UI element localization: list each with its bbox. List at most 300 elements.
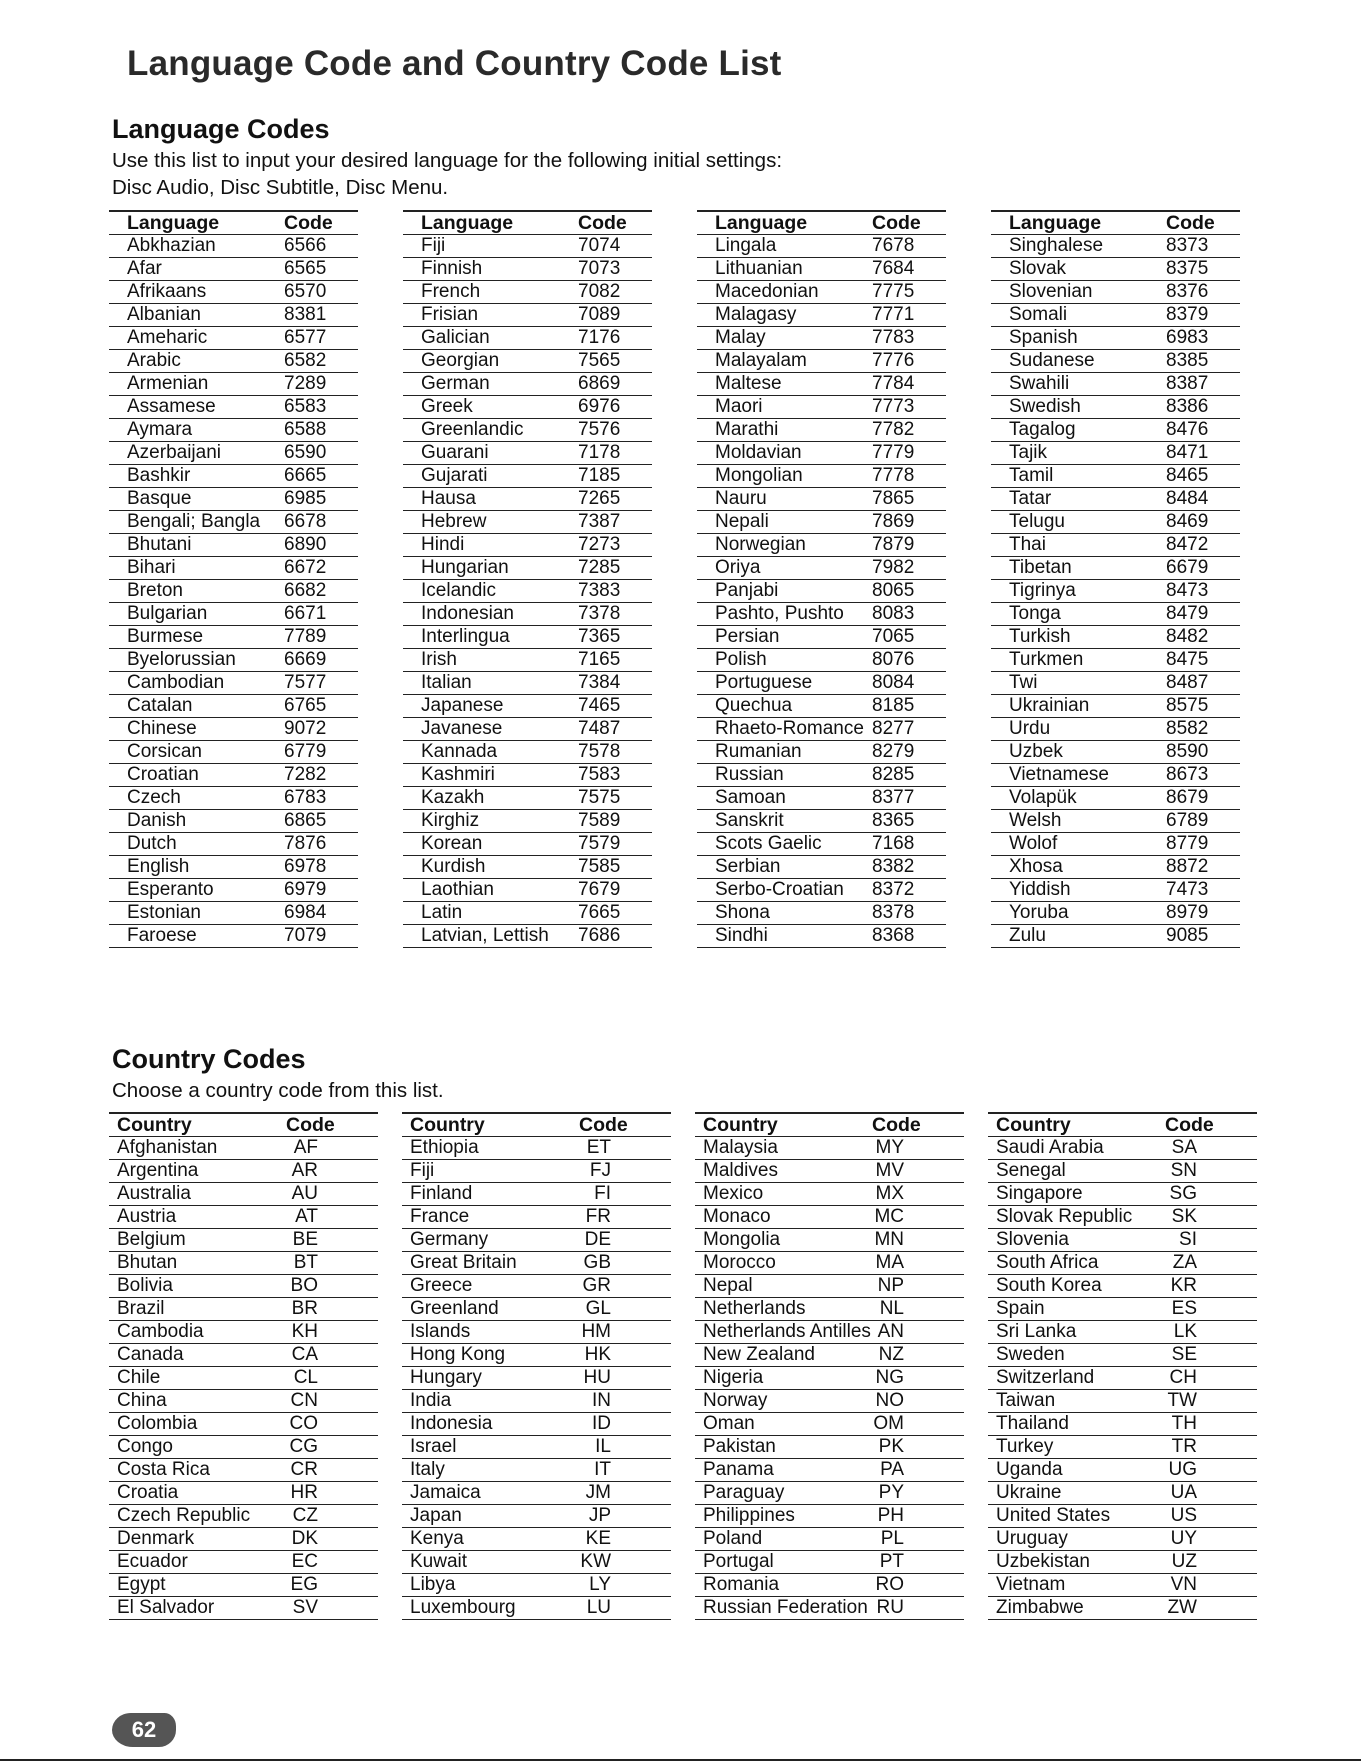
column-gap: [946, 626, 991, 649]
country-row: [109, 1275, 1348, 1298]
country-code: ZA: [1165, 1252, 1257, 1275]
language-code: 8376: [1158, 281, 1240, 304]
column-gap: [964, 1229, 988, 1252]
country-name: Afghanistan: [109, 1137, 286, 1160]
language-code: 7775: [864, 281, 946, 304]
column-gap: [652, 557, 697, 580]
column-gap: [378, 1459, 402, 1482]
column-gap: [652, 373, 697, 396]
language-header-code: Code: [864, 211, 946, 235]
language-name: Abkhazian: [109, 235, 276, 258]
column-gap: [358, 327, 403, 350]
language-code: 7165: [570, 649, 652, 672]
column-gap: [946, 327, 991, 350]
column-gap: [671, 1390, 695, 1413]
language-name: Icelandic: [403, 580, 570, 603]
column-gap: [652, 649, 697, 672]
language-code: 8381: [276, 304, 358, 327]
language-name: Latvian, Lettish: [403, 925, 570, 948]
language-code: 8484: [1158, 488, 1240, 511]
language-code: 7784: [864, 373, 946, 396]
country-row: [109, 1436, 1348, 1459]
language-name: Byelorussian: [109, 649, 276, 672]
language-code: 7065: [864, 626, 946, 649]
language-row: [109, 810, 1352, 833]
country-header-name: Country: [988, 1113, 1165, 1137]
language-name: Norwegian: [697, 534, 864, 557]
country-code: NL: [872, 1298, 964, 1321]
country-code: KR: [1165, 1275, 1257, 1298]
country-name: Zimbabwe: [988, 1597, 1165, 1620]
column-gap: [652, 511, 697, 534]
country-name: Jamaica: [402, 1482, 579, 1505]
language-code: 6577: [276, 327, 358, 350]
language-name: Yoruba: [991, 902, 1158, 925]
column-gap: [671, 1229, 695, 1252]
language-name: Xhosa: [991, 856, 1158, 879]
column-gap: [652, 419, 697, 442]
country-code: AN: [872, 1321, 964, 1344]
language-name: Italian: [403, 672, 570, 695]
language-code: 6869: [570, 373, 652, 396]
language-code: 8872: [1158, 856, 1240, 879]
language-name: Latin: [403, 902, 570, 925]
language-name: Korean: [403, 833, 570, 856]
country-code: NO: [872, 1390, 964, 1413]
language-name: Dutch: [109, 833, 276, 856]
country-name: Singapore: [988, 1183, 1165, 1206]
country-code: UA: [1165, 1482, 1257, 1505]
language-header-name: Language: [991, 211, 1158, 235]
language-row: [109, 856, 1352, 879]
language-name: Volapük: [991, 787, 1158, 810]
column-gap: [358, 211, 403, 235]
country-code: SK: [1165, 1206, 1257, 1229]
language-name: Malay: [697, 327, 864, 350]
country-name: Kenya: [402, 1528, 579, 1551]
language-name: Croatian: [109, 764, 276, 787]
language-name: Turkmen: [991, 649, 1158, 672]
column-gap: [964, 1206, 988, 1229]
language-code: 7577: [276, 672, 358, 695]
language-code: 7273: [570, 534, 652, 557]
language-row: [109, 419, 1352, 442]
language-code: 6588: [276, 419, 358, 442]
language-code: 8487: [1158, 672, 1240, 695]
column-gap: [358, 557, 403, 580]
language-name: Greenlandic: [403, 419, 570, 442]
country-code: OM: [872, 1413, 964, 1436]
language-name: English: [109, 856, 276, 879]
country-name: Brazil: [109, 1298, 286, 1321]
column-gap: [358, 488, 403, 511]
country-code: PA: [872, 1459, 964, 1482]
column-gap: [964, 1574, 988, 1597]
language-name: Gujarati: [403, 465, 570, 488]
column-gap: [946, 488, 991, 511]
language-code: 7579: [570, 833, 652, 856]
column-gap: [671, 1252, 695, 1275]
language-name: Slovak: [991, 258, 1158, 281]
language-name: Moldavian: [697, 442, 864, 465]
language-code: 8385: [1158, 350, 1240, 373]
country-code: CZ: [286, 1505, 378, 1528]
language-name: Swahili: [991, 373, 1158, 396]
column-gap: [946, 465, 991, 488]
language-name: Corsican: [109, 741, 276, 764]
language-code: 6984: [276, 902, 358, 925]
country-code: KH: [286, 1321, 378, 1344]
country-code: ZW: [1165, 1597, 1257, 1620]
country-name: South Africa: [988, 1252, 1165, 1275]
country-name: Norway: [695, 1390, 872, 1413]
column-gap: [671, 1344, 695, 1367]
language-name: Chinese: [109, 718, 276, 741]
column-gap: [946, 580, 991, 603]
language-name: Yiddish: [991, 879, 1158, 902]
country-code: JM: [579, 1482, 671, 1505]
country-code: PT: [872, 1551, 964, 1574]
country-name: Paraguay: [695, 1482, 872, 1505]
column-gap: [946, 304, 991, 327]
language-name: Rhaeto-Romance: [697, 718, 864, 741]
country-name: Ukraine: [988, 1482, 1165, 1505]
column-gap: [652, 304, 697, 327]
language-row: [109, 557, 1352, 580]
language-row: [109, 649, 1352, 672]
column-gap: [358, 235, 403, 258]
language-code: 7289: [276, 373, 358, 396]
column-gap: [671, 1551, 695, 1574]
country-name: Italy: [402, 1459, 579, 1482]
language-code: 8679: [1158, 787, 1240, 810]
language-name: Interlingua: [403, 626, 570, 649]
language-code: 6783: [276, 787, 358, 810]
column-gap: [378, 1344, 402, 1367]
country-code: CL: [286, 1367, 378, 1390]
language-code: 7487: [570, 718, 652, 741]
language-code: 7073: [570, 258, 652, 281]
language-name: Lingala: [697, 235, 864, 258]
country-code: IL: [579, 1436, 671, 1459]
country-name: Monaco: [695, 1206, 872, 1229]
language-code: 8065: [864, 580, 946, 603]
column-gap: [671, 1113, 695, 1137]
language-row: [109, 258, 1352, 281]
country-name: Switzerland: [988, 1367, 1165, 1390]
country-name: Morocco: [695, 1252, 872, 1275]
country-row: [109, 1597, 1348, 1620]
column-gap: [652, 465, 697, 488]
country-name: United States: [988, 1505, 1165, 1528]
country-code: HM: [579, 1321, 671, 1344]
column-gap: [946, 833, 991, 856]
country-name: Bhutan: [109, 1252, 286, 1275]
column-gap: [378, 1597, 402, 1620]
language-name: Kurdish: [403, 856, 570, 879]
column-gap: [358, 833, 403, 856]
language-name: Arabic: [109, 350, 276, 373]
language-name: Assamese: [109, 396, 276, 419]
country-row: [109, 1321, 1348, 1344]
column-gap: [378, 1275, 402, 1298]
column-gap: [358, 396, 403, 419]
country-name: Ethiopia: [402, 1137, 579, 1160]
language-code: 8379: [1158, 304, 1240, 327]
column-gap: [378, 1113, 402, 1137]
language-name: Nepali: [697, 511, 864, 534]
language-name: Armenian: [109, 373, 276, 396]
column-gap: [964, 1252, 988, 1275]
language-code: 7282: [276, 764, 358, 787]
language-name: Hungarian: [403, 557, 570, 580]
language-code: 7779: [864, 442, 946, 465]
country-name: Nepal: [695, 1275, 872, 1298]
country-name: Libya: [402, 1574, 579, 1597]
language-row: [109, 373, 1352, 396]
language-code: 8076: [864, 649, 946, 672]
language-name: Tibetan: [991, 557, 1158, 580]
country-name: Poland: [695, 1528, 872, 1551]
column-gap: [671, 1206, 695, 1229]
country-code: TH: [1165, 1413, 1257, 1436]
language-code: 6590: [276, 442, 358, 465]
column-gap: [652, 235, 697, 258]
language-name: Singhalese: [991, 235, 1158, 258]
column-gap: [358, 534, 403, 557]
language-name: Ukrainian: [991, 695, 1158, 718]
language-code: 7565: [570, 350, 652, 373]
language-name: Panjabi: [697, 580, 864, 603]
country-name: Turkey: [988, 1436, 1165, 1459]
country-code: LU: [579, 1597, 671, 1620]
language-row: [109, 925, 1352, 948]
language-name: Macedonian: [697, 281, 864, 304]
column-gap: [358, 695, 403, 718]
column-gap: [946, 856, 991, 879]
language-code: 8279: [864, 741, 946, 764]
language-name: Serbian: [697, 856, 864, 879]
country-header-code: Code: [286, 1113, 378, 1137]
language-code: 7185: [570, 465, 652, 488]
language-row: [109, 672, 1352, 695]
country-name: Hong Kong: [402, 1344, 579, 1367]
country-code: PH: [872, 1505, 964, 1528]
column-gap: [652, 695, 697, 718]
language-name: Basque: [109, 488, 276, 511]
country-name: Mongolia: [695, 1229, 872, 1252]
country-name: Australia: [109, 1183, 286, 1206]
language-row: [109, 741, 1352, 764]
column-gap: [964, 1160, 988, 1183]
country-name: Malaysia: [695, 1137, 872, 1160]
column-gap: [378, 1183, 402, 1206]
language-name: Breton: [109, 580, 276, 603]
country-name: Kuwait: [402, 1551, 579, 1574]
language-code: 7778: [864, 465, 946, 488]
country-row: [109, 1344, 1348, 1367]
language-name: Scots Gaelic: [697, 833, 864, 856]
country-name: Hungary: [402, 1367, 579, 1390]
language-code: 7079: [276, 925, 358, 948]
column-gap: [946, 741, 991, 764]
column-gap: [946, 258, 991, 281]
column-gap: [964, 1597, 988, 1620]
country-name: Austria: [109, 1206, 286, 1229]
language-code: 8373: [1158, 235, 1240, 258]
column-gap: [652, 488, 697, 511]
column-gap: [652, 833, 697, 856]
language-code: 6978: [276, 856, 358, 879]
column-gap: [671, 1574, 695, 1597]
country-name: Costa Rica: [109, 1459, 286, 1482]
language-name: Sanskrit: [697, 810, 864, 833]
language-code: 8387: [1158, 373, 1240, 396]
column-gap: [964, 1436, 988, 1459]
language-name: Rumanian: [697, 741, 864, 764]
country-code: TW: [1165, 1390, 1257, 1413]
language-code: 7578: [570, 741, 652, 764]
language-code: 8372: [864, 879, 946, 902]
language-row: [109, 833, 1352, 856]
country-name: Russian Federation: [695, 1597, 872, 1620]
language-name: Hindi: [403, 534, 570, 557]
country-code: BT: [286, 1252, 378, 1275]
country-header-name: Country: [402, 1113, 579, 1137]
language-row: [109, 304, 1352, 327]
language-code: 7074: [570, 235, 652, 258]
country-name: Egypt: [109, 1574, 286, 1597]
column-gap: [652, 741, 697, 764]
column-gap: [652, 810, 697, 833]
country-row: [109, 1183, 1348, 1206]
language-code: 6582: [276, 350, 358, 373]
column-gap: [964, 1505, 988, 1528]
language-row: [109, 879, 1352, 902]
column-gap: [652, 787, 697, 810]
language-name: Indonesian: [403, 603, 570, 626]
country-name: Philippines: [695, 1505, 872, 1528]
country-name: Czech Republic: [109, 1505, 286, 1528]
column-gap: [964, 1137, 988, 1160]
language-code: 8479: [1158, 603, 1240, 626]
country-name: Cambodia: [109, 1321, 286, 1344]
language-name: Tonga: [991, 603, 1158, 626]
language-name: Irish: [403, 649, 570, 672]
language-code: 7585: [570, 856, 652, 879]
country-name: Uganda: [988, 1459, 1165, 1482]
language-row: [109, 442, 1352, 465]
country-row: [109, 1206, 1348, 1229]
language-name: Ameharic: [109, 327, 276, 350]
language-code: 8482: [1158, 626, 1240, 649]
country-name: Greenland: [402, 1298, 579, 1321]
country-code: HK: [579, 1344, 671, 1367]
column-gap: [964, 1275, 988, 1298]
column-gap: [378, 1390, 402, 1413]
country-codes-title: Country Codes: [112, 1044, 306, 1074]
column-gap: [652, 534, 697, 557]
country-name: Taiwan: [988, 1390, 1165, 1413]
country-name: Argentina: [109, 1160, 286, 1183]
language-name: Pashto, Pushto: [697, 603, 864, 626]
column-gap: [946, 764, 991, 787]
column-gap: [378, 1574, 402, 1597]
country-row: [109, 1137, 1348, 1160]
country-name: Chile: [109, 1367, 286, 1390]
country-code: SG: [1165, 1183, 1257, 1206]
column-gap: [358, 672, 403, 695]
country-code: FR: [579, 1206, 671, 1229]
column-gap: [358, 810, 403, 833]
language-row: [109, 235, 1352, 258]
language-code: 8465: [1158, 465, 1240, 488]
country-name: Nigeria: [695, 1367, 872, 1390]
language-code: 8469: [1158, 511, 1240, 534]
column-gap: [358, 465, 403, 488]
language-name: Serbo-Croatian: [697, 879, 864, 902]
country-code: ID: [579, 1413, 671, 1436]
column-gap: [946, 787, 991, 810]
language-code: 7982: [864, 557, 946, 580]
language-name: Shona: [697, 902, 864, 925]
language-header-name: Language: [697, 211, 864, 235]
column-gap: [946, 211, 991, 235]
language-name: Czech: [109, 787, 276, 810]
country-name: Denmark: [109, 1528, 286, 1551]
country-code: BO: [286, 1275, 378, 1298]
column-gap: [946, 534, 991, 557]
country-name: Fiji: [402, 1160, 579, 1183]
country-code: US: [1165, 1505, 1257, 1528]
country-name: Germany: [402, 1229, 579, 1252]
language-code: 8575: [1158, 695, 1240, 718]
language-name: Tajik: [991, 442, 1158, 465]
language-name: Estonian: [109, 902, 276, 925]
column-gap: [652, 258, 697, 281]
country-code: CN: [286, 1390, 378, 1413]
country-name: India: [402, 1390, 579, 1413]
language-code: 8083: [864, 603, 946, 626]
language-name: Nauru: [697, 488, 864, 511]
language-name: Wolof: [991, 833, 1158, 856]
column-gap: [964, 1298, 988, 1321]
column-gap: [652, 350, 697, 373]
language-name: Urdu: [991, 718, 1158, 741]
language-name: Oriya: [697, 557, 864, 580]
language-code: 7876: [276, 833, 358, 856]
language-name: Esperanto: [109, 879, 276, 902]
country-name: Pakistan: [695, 1436, 872, 1459]
language-name: Bhutani: [109, 534, 276, 557]
language-row: [109, 281, 1352, 304]
column-gap: [964, 1551, 988, 1574]
country-name: Ecuador: [109, 1551, 286, 1574]
country-code-table: [109, 1112, 1252, 1620]
column-gap: [652, 879, 697, 902]
column-gap: [358, 350, 403, 373]
country-code: EC: [286, 1551, 378, 1574]
country-name: Spain: [988, 1298, 1165, 1321]
language-name: German: [403, 373, 570, 396]
column-gap: [378, 1252, 402, 1275]
language-code: 8476: [1158, 419, 1240, 442]
language-code: 7383: [570, 580, 652, 603]
column-gap: [378, 1137, 402, 1160]
language-code: 6565: [276, 258, 358, 281]
country-code: UZ: [1165, 1551, 1257, 1574]
country-code: FI: [579, 1183, 671, 1206]
